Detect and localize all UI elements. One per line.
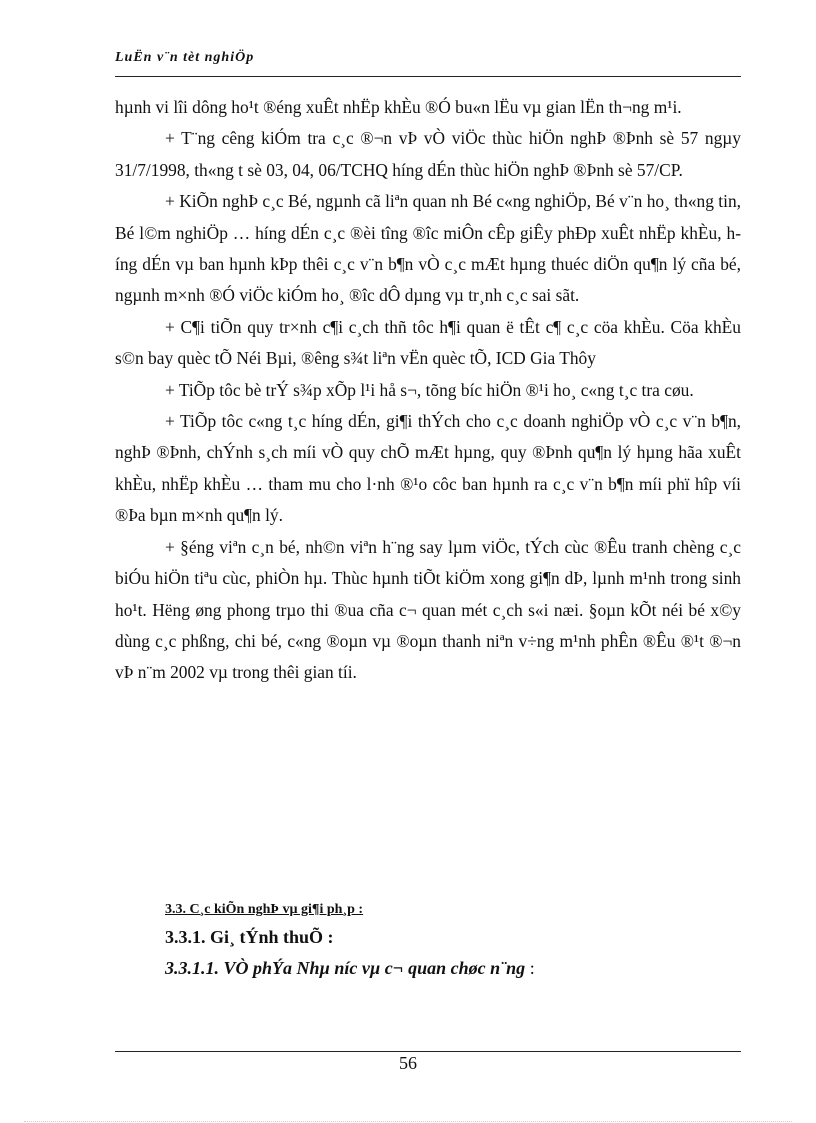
page-edge-dotted-line [24,1121,792,1122]
paragraph-6: + TiÕp tôc c«ng t¸c híng dÉn, gi¶i thÝch cho c¸c doanh nghiÖp vÒ c¸c v¨n b¶n, nghÞ ®Þnh, chÝnh s¸ch míi vÒ quy chÕ mÆt hµng, quy ®Þnh qu¶n lý hµng hãa xuÊt khÈu, nhËp khÈu … tham mu cho l·nh ®¹o côc ban hµnh ra c¸c v¨n b¶n míi phï hîp víi ®Þa bµn m×nh qu¶n lý. [115,411,741,526]
header-rule [115,76,741,77]
subsection-heading: 3.3.1. Gi¸ tÝnh thuÕ : [165,927,334,947]
paragraph-2: + T¨ng cêng kiÓm tra c¸c ®¬n vÞ vÒ viÖc thùc hiÖn nghÞ ®Þnh sè 57 ngµy 31/7/1998, th«ng t sè 03, 04, 06/TCHQ híng dÉn thùc hiÖn nghÞ ®Þnh sè 57/CP. [115,128,741,180]
page-number: 56 [399,1053,417,1073]
subsubsection-heading [165,958,535,979]
body-text [115,92,741,689]
footer-rule [115,1051,741,1052]
paragraph-7: + §éng viªn c¸n bé, nh©n viªn h¨ng say lµm viÖc, tÝch cùc ®Êu tranh chèng c¸c biÓu hiÖn tiªu cùc, phiÒn hµ. Thùc hµnh tiÕt kiÖm xong gi¶n dÞ, lµnh m¹nh trong sinh ho¹t. Hëng øng phong trµo thi ®ua cña c¬ quan mét c¸ch s«i næi. §oµn kÕt néi bé x©y dùng c¸c phßng, chi bé, c«ng ®oµn vµ ®oµn thanh niªn v÷ng m¹nh phÊn ®Êu ®¹t ®¬n vÞ n¨m 2002 vµ trong thêi gian tíi. [115,536,741,683]
running-header: LuËn v¨n tèt nghiÖp [115,50,255,65]
paragraph-1: hµnh vi lîi dông ho¹t ®éng xuÊt nhËp khÈu ®Ó bu«n lËu vµ gian lËn th¬ng m¹i. [115,97,682,117]
subsubsection-colon: : [525,958,535,978]
paragraph-3: + KiÕn nghÞ c¸c Bé, ngµnh cã liªn quan nh Bé c«ng nghiÖp, Bé v¨n ho¸ th«ng tin, Bé l©m nghiÖp … híng dÉn c¸c ®èi tîng ®îc miÔn cÊp giÊy phÐp xuÊt nhËp khÈu, híng dÉn vµ ban hµnh kÞp thêi c¸c v¨n b¶n vÒ c¸c mÆt hµng thuéc diÖn qu¶n lý cña bé, ngµnh m×nh ®Ó viÖc kiÓm ho¸ ®îc dÔ dµng vµ tr¸nh c¸c sai sãt. [115,191,741,306]
section-heading: 3.3. C¸c kiÕn nghÞ vµ gi¶i ph¸p : [165,902,364,917]
paragraph-5: + TiÕp tôc bè trÝ s¾p xÕp l¹i hå s¬, tõng bíc hiÖn ®¹i ho¸ c«ng t¸c tra cøu. [165,379,694,400]
subsubsection-title: 3.3.1.1. VÒ phÝa Nhµ níc vµ c¬ quan chøc n¨ng [165,958,526,978]
paragraph-4: + C¶i tiÕn quy tr×nh c¶i c¸ch thñ tôc h¶i quan ë tÊt c¶ c¸c cöa khÈu. Cöa khÈu s©n bay quèc tÕ Néi Bµi, ®êng s¾t liªn vËn quèc tÕ, ICD Gia Thôy [115,316,741,369]
